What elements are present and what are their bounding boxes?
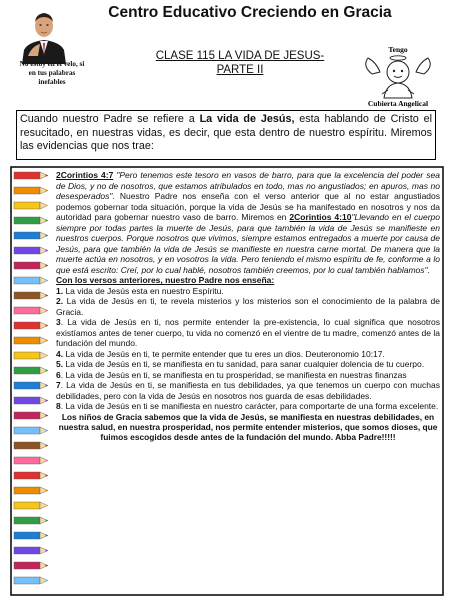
pencil-icon [14, 172, 48, 179]
pencil-icon [14, 337, 48, 344]
caption-line-1: No estoy en el velo, si [19, 60, 85, 68]
pencil-icon [14, 187, 48, 194]
pencil-icon [14, 217, 48, 224]
list-number: 3 [56, 317, 61, 327]
scripture-ref-2: 2Corintios 4:10 [289, 212, 352, 222]
list-heading: Con los versos anteriores, nuestro Padre nos enseña: [56, 275, 275, 285]
list-number: 2. [56, 296, 64, 306]
closing-statement: Los niños de Gracia sabemos que la vida de Jesús, se manifiesta en nuestras debilidades, en nuestra salud, en nuestra prosperidad, nos permite entender misterios, que somos dioses, que fuimos escogidos desde antes de la fundación del mundo. Abba Padre!!!!! [58, 411, 438, 443]
list-text: La vida de Jesús esta en nuestro Espíritu. [63, 285, 224, 296]
list-item [56, 359, 440, 370]
class-title-line-2: PARTE II [216, 64, 264, 76]
scripture-ref-1: 2Corintios 4:7 [56, 170, 114, 180]
caption-line-2: en tus palabras [28, 69, 76, 77]
class-title [140, 49, 340, 77]
list-number: 4. [56, 348, 64, 359]
pencil-icon [14, 352, 48, 359]
pencil-icon [14, 442, 48, 449]
pencil-icon [14, 322, 48, 329]
pencil-icon [14, 427, 48, 434]
scripture-paragraph [56, 170, 440, 275]
school-title: Centro Educativo Creciendo en Gracia [108, 4, 392, 21]
pencil-icon [14, 412, 48, 419]
pencil-icon [14, 487, 48, 494]
list-item [56, 317, 440, 349]
pencil-icon [14, 382, 48, 389]
list-text: La vida de Jesús en ti, te revela misterios y los misterios son el conocimiento de la palabra de Gracia. [56, 296, 440, 317]
list-item [56, 296, 440, 317]
list-item [56, 349, 440, 360]
list-number: 5. [56, 359, 64, 369]
pencil-icon [14, 547, 48, 554]
pastor-photo [18, 6, 70, 64]
scripture-verse-1: "Pero tenemos este tesoro en vasos de barro, para que la excelencia del poder sea de Dios, y no de nosotros, que estamos atribulados en todo, mas no angustiados; en apuros, mas no desesperados" [56, 170, 440, 201]
pencil-icon [14, 277, 48, 284]
list-text: . La vida de Jesús en ti, nos permite entender la pre-existencia, lo cual significa que nosotros existíamos antes de tener cuerpo, tu vida no comenzó en el vientre de tu madre, comenzó antes de la fundación del mundo. [56, 317, 440, 348]
scripture-verse-2: "Llevando en el cuerpo siempre por todas partes la muerte de Jesús, para que también la vida de Jesús se manifieste en nuestros cuerpos. Porque nosotros que vivimos, siempre estamos entregados a muerte por causa de Jesús, para que también la vida de Jesús se manifieste en nuestra carne mortal. De manera que la muerte actúa en nosotros, y en vosotros la vida. Pero teniendo el mismo espíritu de fe, conforme a lo que está escrito: Creí, por lo cual hablé, nosotros también creemos, por lo cual también hablamos" [56, 212, 440, 275]
pencil-icon [14, 292, 48, 299]
list-number: 1. [56, 285, 64, 296]
list-item [56, 401, 440, 412]
angel-logo [358, 44, 438, 110]
intro-text-1: Cuando nuestro Padre se refiere a [20, 113, 200, 125]
explanation-1: . Nuestro Padre nos enseña con el verso anterior que al no estar angustiados podemos gobernar toda situación, porque la vida de Jesús se ha manifestado en nosotros y nos da autoridad para gobernar nuestro vaso de barro. Miremos en [56, 191, 440, 222]
pencil-icon [14, 532, 48, 539]
logo-text-top: Tengo [388, 45, 408, 54]
intro-box [16, 110, 436, 160]
photo-caption [4, 60, 100, 87]
list-item [56, 370, 440, 381]
list-item [56, 380, 440, 401]
pencil-icon [14, 202, 48, 209]
pencil-icon [14, 517, 48, 524]
pencil-icon [14, 502, 48, 509]
pencil-icon [14, 247, 48, 254]
list-text: . La vida de Jesús en ti, se manifiesta en tu prosperidad, se manifiesta en nuestras finanzas [60, 369, 407, 380]
intro-text-2: esta hablando de Cristo el resucitado, en nuestras vidas, es decir, que esta dentro de nuestro espíritu. Miremos las evidencias que nos trae: [20, 113, 432, 152]
pencil-icon [14, 397, 48, 404]
class-title-line-1: CLASE 115 LA VIDA DE JESUS- [155, 50, 325, 62]
list-number: 7 [56, 380, 61, 390]
list-text: La vida de Jesús en ti, te permite entender que tu eres un dios. Deuteronomio 10:17. [63, 348, 385, 359]
pencil-icon [14, 577, 48, 584]
intro-bold: La vida de Jesús, [199, 113, 295, 125]
list-text: La vida de Jesús en ti, se manifiesta en tu sanidad, para sanar cualquier dolencia de tu cuerpo. [63, 359, 425, 369]
list-text: . La vida de Jesús en ti se manifiesta en nuestro carácter, para comportarte de una forma excelente. [60, 401, 439, 411]
pencil-icon [14, 562, 48, 569]
explanation-2: . [427, 264, 430, 275]
list-text: . La vida de Jesús en ti, se manifiesta en tus debilidades, ya que tenemos un cuerpo con muchas debilidades, pero con la vida de Jesús en nosotros nos guarda de esas debilidades. [56, 380, 440, 401]
list-number: 6 [56, 369, 61, 380]
pencil-icon [14, 262, 48, 269]
pencil-icon [14, 232, 48, 239]
list-item [56, 286, 440, 297]
caption-line-3: inefables [38, 78, 66, 86]
pencil-icon [14, 472, 48, 479]
list-number: 8 [56, 401, 61, 411]
logo-text-bottom: Cubierta Angelical [367, 99, 429, 108]
pencil-icon [14, 367, 48, 374]
lesson-content [56, 170, 440, 593]
pencil-icon [14, 457, 48, 464]
pencil-icon [14, 307, 48, 314]
